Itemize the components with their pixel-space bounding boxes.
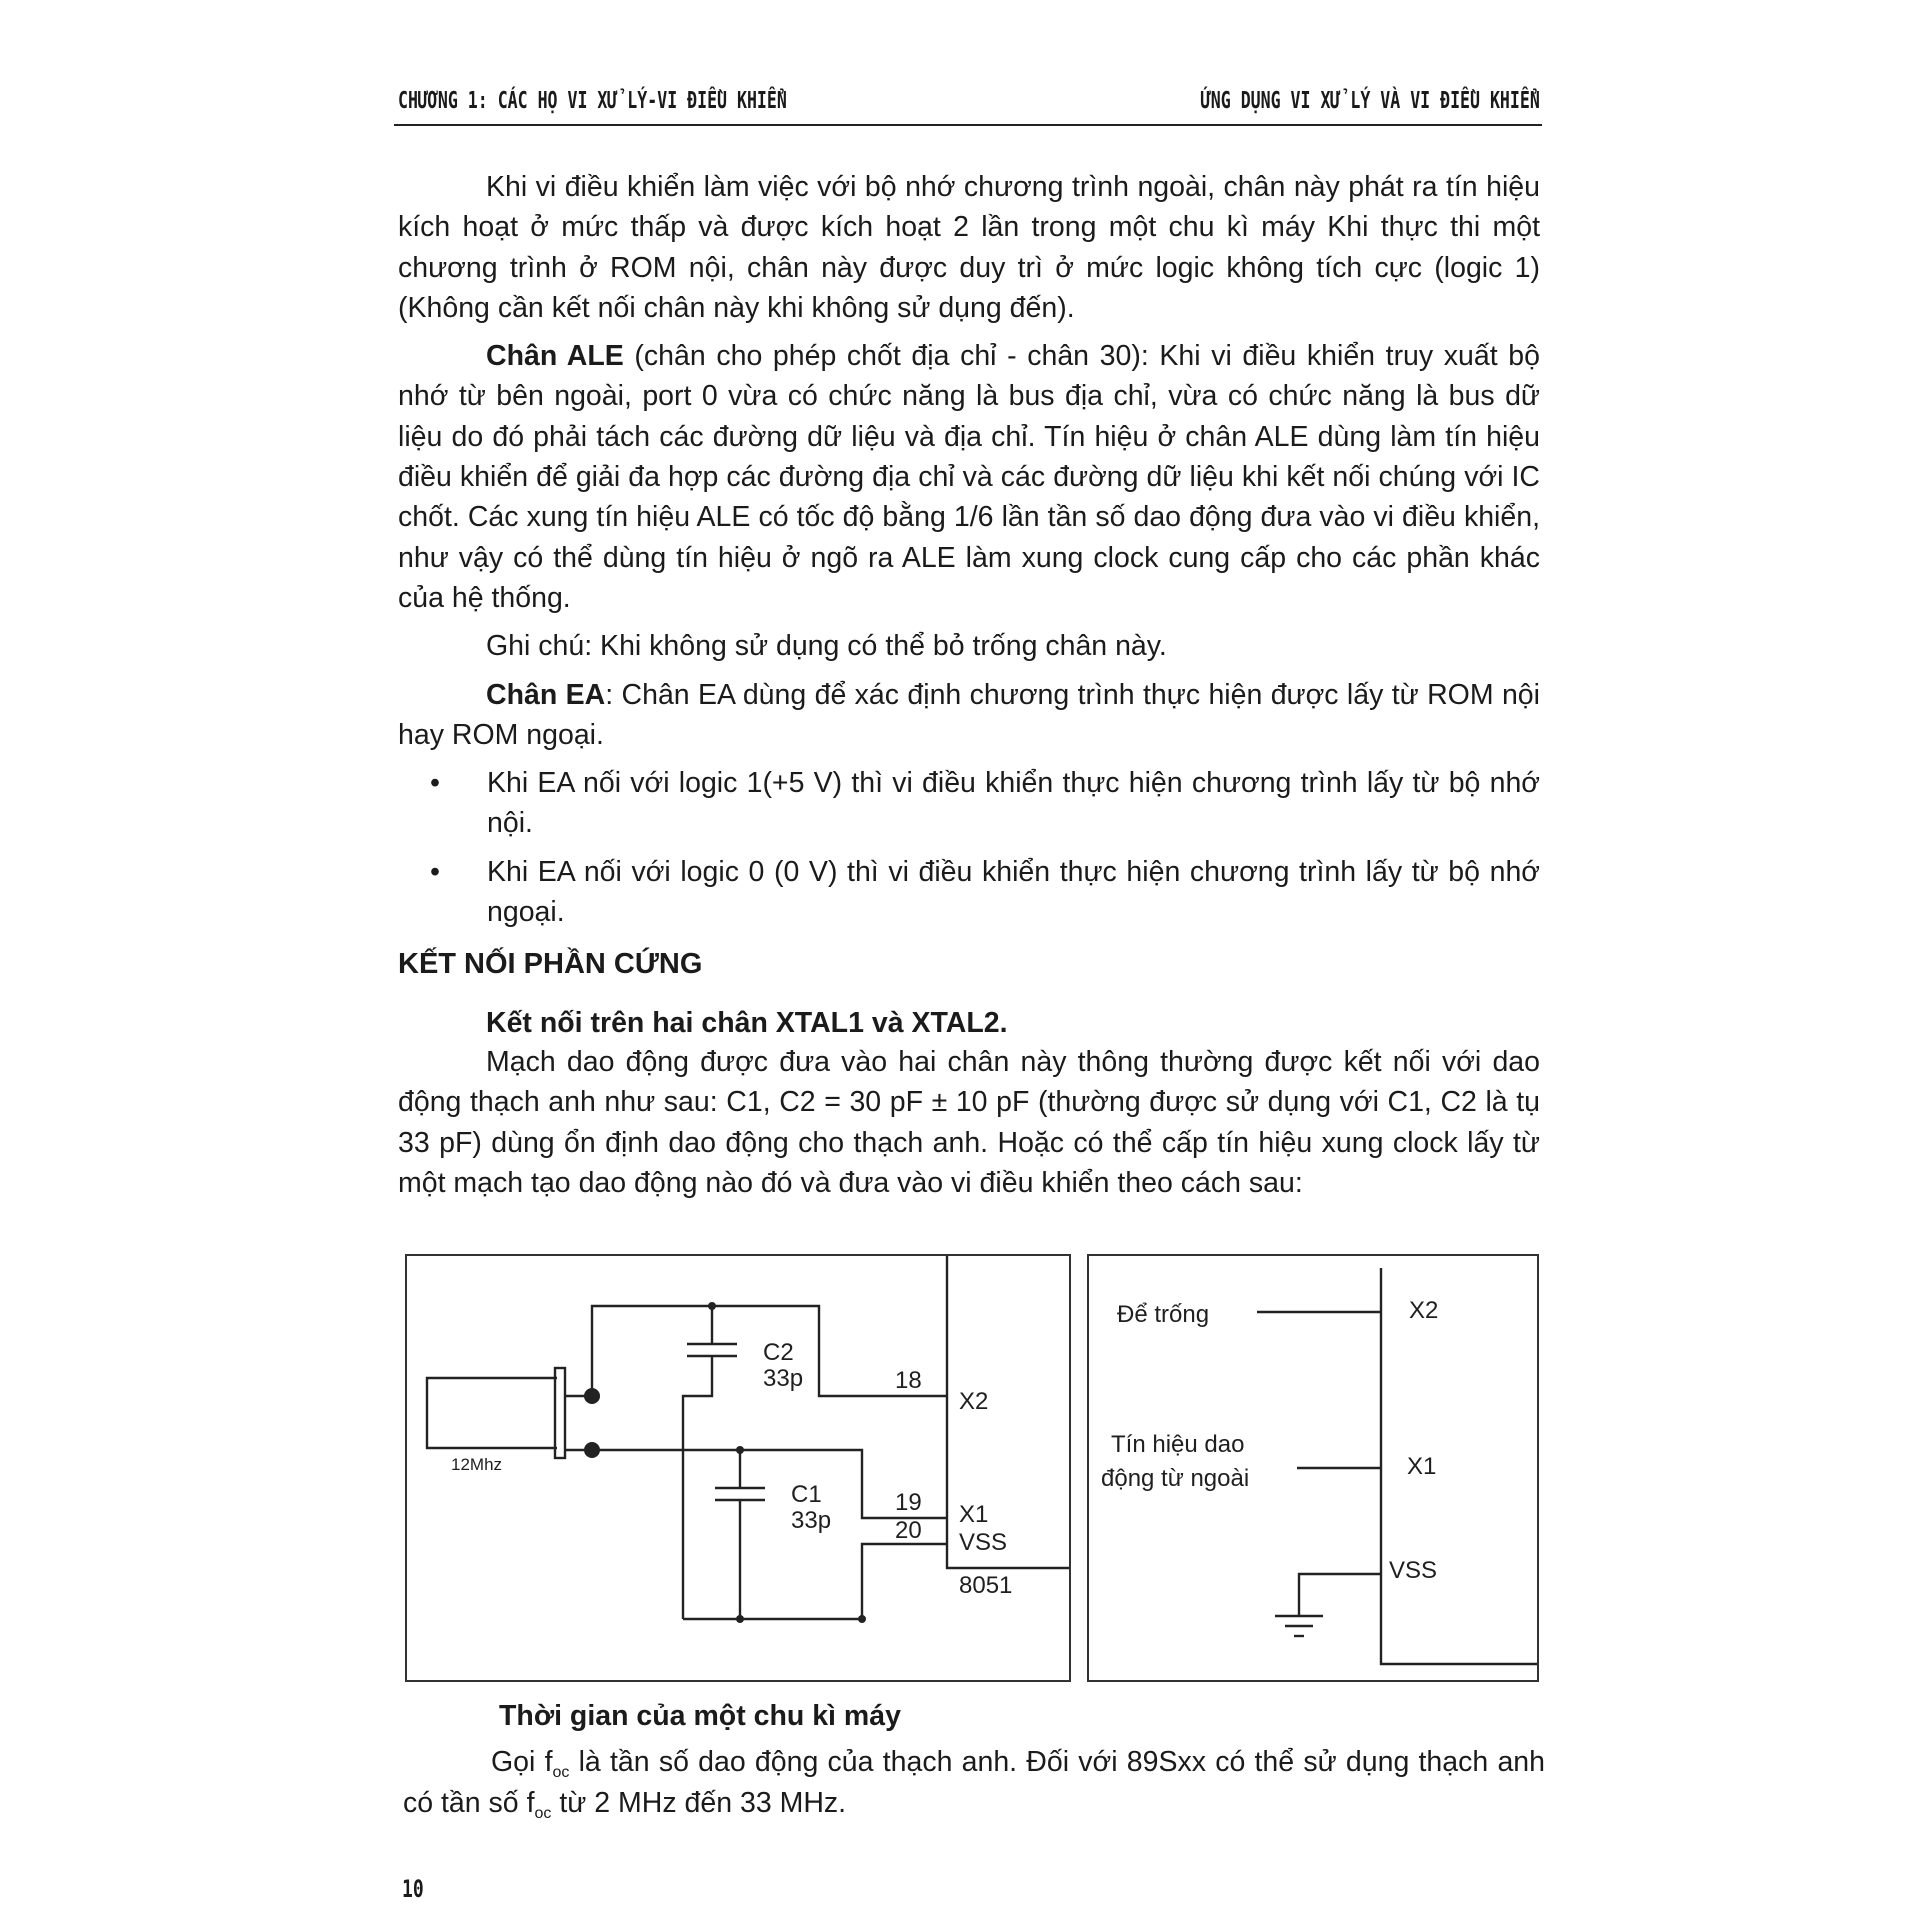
x1-pin-name: X1 — [1407, 1453, 1437, 1480]
paragraph-oscillator: Mạch dao động được đưa vào hai chân này thông thường được kết nối với dao động thạch anh như sau: C1, C2 = 30 pF ± 10 pF (thường được sử dụng với C1, C2 là tụ 33 pF) dùng ổn định dao động cho thạch anh. Hoặc có thể cấp tín hiệu xung clock lấy từ một mạch tạo dao động nào đó và đưa vào vi điều khiển theo cách sau: — [398, 1045, 1540, 1199]
x2-pin-name: X2 — [959, 1388, 989, 1415]
running-header-left: CHƯƠNG 1: CÁC HỌ VI XỬ LÝ-VI ĐIỀU KHIỂN — [398, 88, 787, 114]
crystal-flange — [555, 1368, 565, 1458]
term-ea: Chân EA — [486, 678, 606, 711]
paragraph-ea — [398, 675, 1540, 756]
vss-wire — [1299, 1574, 1381, 1616]
freq-text-a: Gọi f — [491, 1746, 553, 1779]
freq-text-b: là tần số dao động của thạch anh. Đối với 89Sxx có thể sử dụng thạch anh có tần số f — [403, 1746, 1545, 1819]
crystal-label: 12Mhz — [451, 1455, 503, 1474]
pin-18-label: 18 — [895, 1367, 922, 1394]
pin-19-label: 19 — [895, 1489, 922, 1516]
bullet-text: Khi EA nối với logic 1(+5 V) thì vi điều khiển thực hiện chương trình lấy từ bộ nhớ nội. — [487, 767, 1540, 840]
junction-dot — [858, 1615, 866, 1623]
vss-pin-name: VSS — [959, 1529, 1008, 1556]
running-header-right: ỨNG DỤNG VI XỬ LÝ VÀ VI ĐIỀU KHIỂN — [1201, 88, 1540, 114]
junction-dot — [736, 1615, 744, 1623]
bullet-dot-icon: • — [430, 855, 440, 888]
crystal-can — [427, 1378, 557, 1448]
junction-dot — [708, 1302, 716, 1310]
header-rule — [394, 124, 1542, 126]
x1-pin-name: X1 — [959, 1501, 989, 1528]
chip-name: 8051 — [959, 1572, 1013, 1599]
subsection-title-xtal: Kết nối trên hai chân XTAL1 và XTAL2. — [486, 1006, 1008, 1039]
freq-subscript: oc — [552, 1764, 570, 1782]
list-item — [398, 763, 1540, 844]
subsection-title-cycle: Thời gian của một chu kì máy — [499, 1700, 901, 1732]
junction-dot — [584, 1388, 600, 1404]
junction-dot — [584, 1442, 600, 1458]
chip-edge — [1381, 1268, 1537, 1664]
crystal-circuit-svg — [407, 1256, 1069, 1680]
bullet-list — [398, 763, 1540, 932]
c2-value: 33p — [763, 1365, 804, 1392]
paragraph-psen: Khi vi điều khiển làm việc với bộ nhớ chương trình ngoài, chân này phát ra tín hiệu kích hoạt ở mức thấp và được kích hoạt 2 lần trong một chu kì máy Khi thực thi một chương trình ở ROM nội, chân này được duy trì ở mức logic không tích cực (logic 1) (Không cần kết nối chân này khi không sử dụng đến). — [398, 171, 1540, 324]
external-clock-diagram — [1087, 1254, 1539, 1682]
c2-name: C2 — [763, 1339, 794, 1366]
bullet-dot-icon: • — [430, 767, 440, 800]
x2-pin-name: X2 — [1409, 1297, 1439, 1324]
external-clock-svg — [1089, 1256, 1537, 1680]
list-item — [398, 852, 1540, 933]
body-text-top — [398, 167, 1540, 1203]
vss-wire — [862, 1544, 947, 1619]
section-title: KẾT NỐI PHẦN CỨNG — [398, 948, 703, 981]
freq-subscript: oc — [534, 1804, 552, 1822]
paragraph-ea-text: : Chân EA dùng để xác định chương trình thực hiện được lấy từ ROM nội hay ROM ngoại. — [398, 678, 1540, 751]
c1-value: 33p — [791, 1507, 832, 1534]
vss-pin-name: VSS — [1389, 1557, 1438, 1584]
crystal-circuit-diagram — [405, 1254, 1071, 1682]
ext-signal-label-2: động từ ngoài — [1101, 1465, 1250, 1492]
x1-wire — [565, 1450, 947, 1518]
paragraph-ale — [398, 336, 1540, 618]
pin-20-label: 20 — [895, 1517, 922, 1544]
body-text-bottom — [403, 1696, 1545, 1823]
paragraph-frequency — [403, 1742, 1545, 1823]
freq-text-c: từ 2 MHz đến 33 MHz. — [551, 1786, 847, 1819]
paragraph-ale-text: (chân cho phép chốt địa chỉ - chân 30): Khi vi điều khiển truy xuất bộ nhớ từ bên ngoài, port 0 vừa có chức năng là bus địa chỉ, vừa có chức năng là bus dữ liệu do đó phải tách các đường dữ liệu và địa chỉ. Tín hiệu ở chân ALE dùng làm tín hiệu điều khiển để giải đa hợp các đường địa chỉ và các đường dữ liệu khi kết nối chúng với IC chốt. Các xung tín hiệu ALE có tốc độ bằng 1/6 lần tần số dao động đưa vào vi điều khiển, như vậy có thể dùng tín hiệu ở ngõ ra ALE làm xung clock cung cấp cho các phần khác của hệ thống. — [398, 340, 1540, 614]
page-number: 10 — [402, 1875, 424, 1903]
leave-empty-label: Để trống — [1117, 1301, 1210, 1328]
x2-wire — [565, 1306, 947, 1396]
junction-dot — [736, 1446, 744, 1454]
ext-signal-label-1: Tín hiệu dao — [1111, 1431, 1245, 1458]
c2-ground-wire — [683, 1356, 712, 1619]
bullet-text: Khi EA nối với logic 0 (0 V) thì vi điều khiển thực hiện chương trình lấy từ bộ nhớ ngoại. — [487, 855, 1540, 929]
term-ale: Chân ALE — [486, 340, 624, 373]
c1-name: C1 — [791, 1481, 822, 1508]
paragraph-note: Ghi chú: Khi không sử dụng có thể bỏ trống chân này. — [486, 630, 1167, 663]
